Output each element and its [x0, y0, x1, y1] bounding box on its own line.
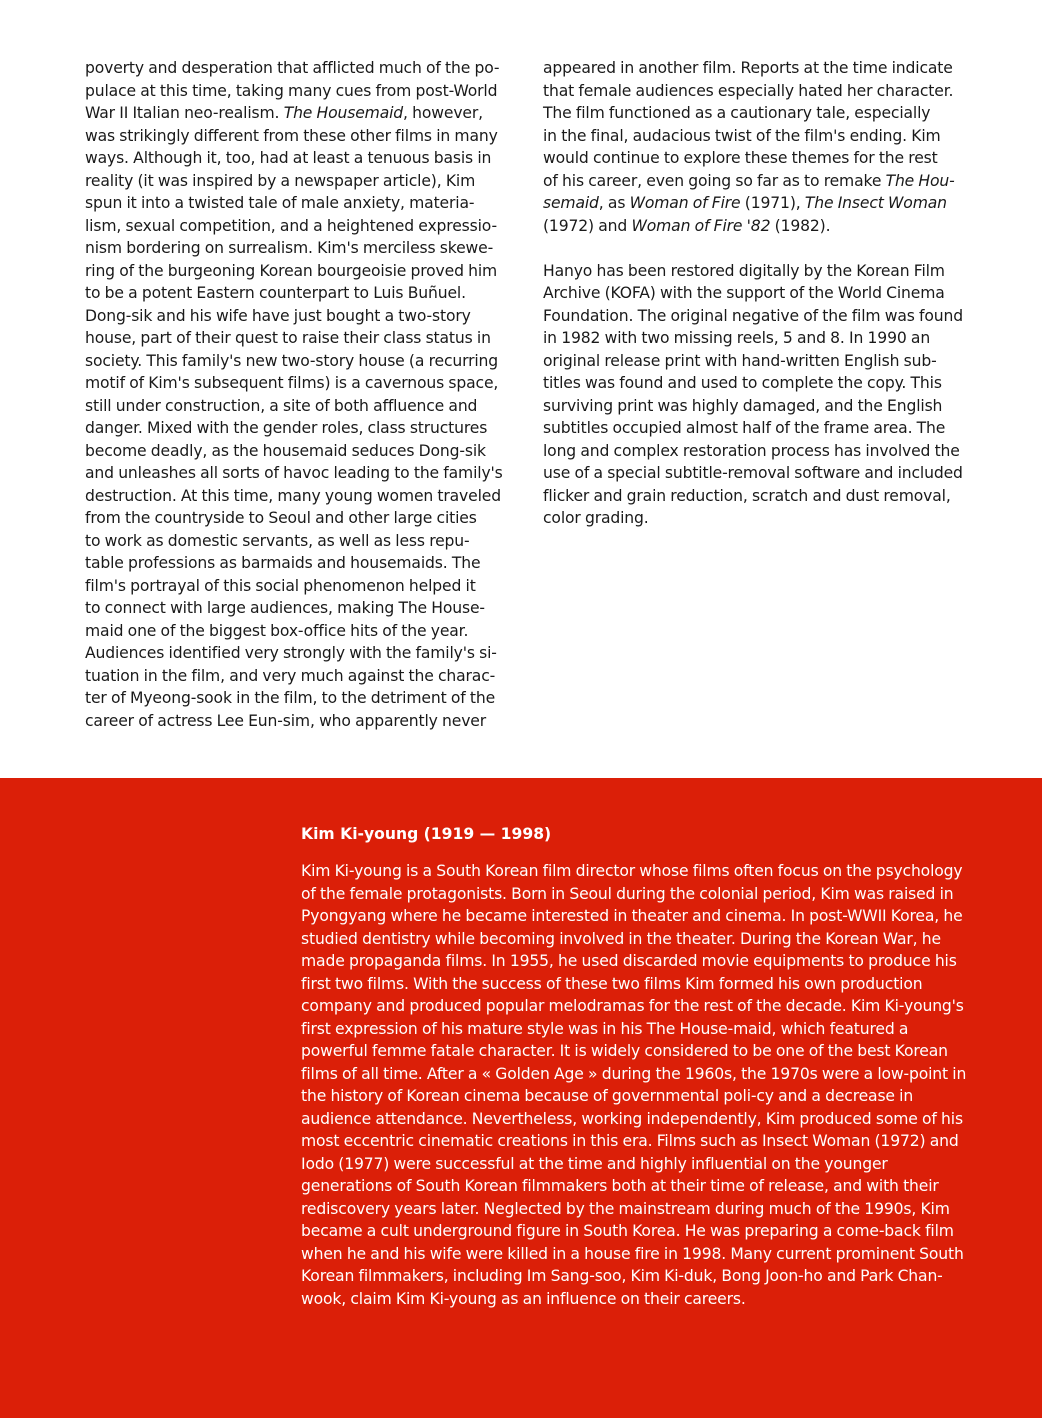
text-line: rediscovery years later. Neglected by the mainstream during much of the 1990s, Kim [301, 1199, 950, 1218]
text-line: made propaganda films. In 1955, he used discarded movie equipments to produce his [301, 952, 957, 970]
text-line: the history of Korean cinema because of governmental poli-cy and a decrease in [301, 1087, 914, 1105]
text-line: when he and his wife were killed in a house fire in 1998. Many current prominent South [301, 1244, 964, 1263]
film-title-italic: Woman of Fire '82 [631, 216, 771, 235]
text-line: nism bordering on surrealism. Kim's merciless skewe- [85, 239, 494, 257]
text-run: of his career, even going so far as to remake [543, 171, 886, 190]
text-line: Iodo (1977) were successful at the time and highly influential on the younger [301, 1154, 888, 1173]
text-line [85, 102, 508, 125]
text-line: spun it into a twisted tale of male anxiety, materia- [85, 194, 475, 212]
text-line: ring of the burgeoning Korean bourgeoisie proved him [85, 261, 498, 280]
paragraph-gap [543, 237, 971, 260]
text-line: in 1982 with two missing reels, 5 and 8. In 1990 an [543, 329, 931, 347]
text-line: lism, sexual competition, and a heightened expressio- [85, 216, 497, 235]
text-line: to work as domestic servants, as well as less repu- [85, 531, 470, 550]
text-line: become deadly, as the housemaid seduces Dong-sik [85, 441, 486, 460]
text-line: maid one of the biggest box-office hits of the year. [85, 621, 469, 640]
text-line: wook, claim Kim Ki-young as an influence on their careers. [301, 1289, 746, 1308]
left-column [85, 57, 508, 732]
text-line: ways. Although it, too, had at least a tenuous basis in [85, 149, 492, 167]
text-line: career of actress Lee Eun-sim, who apparently never [85, 711, 486, 730]
text-run: , however, [403, 104, 483, 122]
text-line: from the countryside to Seoul and other large cities [85, 509, 477, 527]
text-line: first two films. With the success of these two films Kim formed his own production [301, 974, 923, 993]
text-line: motif of Kim's subsequent films) is a cavernous space, [85, 374, 499, 392]
text-line [543, 170, 971, 193]
text-line: pulace at this time, taking many cues from post-World [85, 81, 498, 100]
text-line: Korean filmmakers, including Im Sang-soo, Kim Ki-duk, Bong Joon-ho and Park Chan- [301, 1267, 943, 1285]
text-line: subtitles occupied almost half of the frame area. The [543, 419, 946, 437]
film-title-italic: Woman of Fire [629, 194, 741, 212]
text-run: War II Italian neo-realism. [85, 104, 284, 122]
text-line: to connect with large audiences, making The House- [85, 599, 485, 617]
text-line: of the female protagonists. Born in Seoul during the colonial period, Kim was raised in [301, 884, 954, 903]
film-title-italic: semaid [543, 194, 599, 212]
text-line: company and produced popular melodramas for the rest of the decade. Kim Ki-young's [301, 997, 964, 1015]
bio-body [301, 860, 973, 1310]
text-line: long and complex restoration process has involved the [543, 441, 960, 460]
director-bio-panel [0, 778, 1042, 1418]
text-line: in the final, audacious twist of the film's ending. Kim [543, 126, 941, 145]
text-line: Pyongyang where he became interested in theater and cinema. In post-WWII Korea, he [301, 907, 963, 925]
text-line [543, 215, 971, 238]
text-line: Foundation. The original negative of the film was found [543, 306, 963, 325]
bio-title: Kim Ki-young (1919 — 1998) [301, 825, 552, 843]
text-line: Dong-sik and his wife have just bought a two-story [85, 306, 471, 325]
text-line: house, part of their quest to raise their class status in [85, 329, 491, 347]
text-line: Kim Ki-young is a South Korean film director whose films often focus on the psychology [301, 862, 963, 880]
text-line: generations of South Korean filmmakers both at their time of release, and with their [301, 1177, 939, 1195]
text-line: was strikingly different from these other films in many [85, 126, 498, 145]
text-line: appeared in another film. Reports at the time indicate [543, 59, 953, 77]
text-line: powerful femme fatale character. It is widely considered to be one of the best Korean [301, 1042, 948, 1060]
text-line: first expression of his mature style was in his The House-maid, which featured a [301, 1019, 909, 1038]
text-run: , as [598, 194, 630, 212]
text-line: became a cult underground figure in South Korea. He was preparing a come-back film [301, 1222, 954, 1240]
text-line: would continue to explore these themes for the rest [543, 149, 938, 167]
text-line: audience attendance. Nevertheless, working independently, Kim produced some of his [301, 1109, 963, 1128]
text-line: most eccentric cinematic creations in this era. Films such as Insect Woman (1972) and [301, 1132, 959, 1150]
text-line: destruction. At this time, many young women traveled [85, 486, 501, 505]
text-line: color grading. [543, 509, 649, 527]
text-line: Hanyo has been restored digitally by the Korean Film [543, 261, 945, 280]
film-title-italic: The Hou- [885, 171, 955, 190]
text-line: Archive (KOFA) with the support of the World Cinema [543, 284, 945, 302]
film-title-italic: The Insect Woman [804, 194, 947, 212]
text-run: (1972) and [543, 216, 632, 235]
text-line: tuation in the film, and very much against the charac- [85, 666, 496, 685]
text-line: studied dentistry while becoming involved in the theater. During the Korean War, he [301, 929, 941, 948]
text-line: original release print with hand-written English sub- [543, 351, 937, 370]
text-line: to be a potent Eastern counterpart to Luis Buñuel. [85, 284, 466, 302]
text-line: ter of Myeong-sook in the film, to the detriment of the [85, 689, 496, 707]
text-run: (1971), [740, 194, 805, 212]
text-line: still under construction, a site of both affluence and [85, 396, 478, 415]
text-line: film's portrayal of this social phenomenon helped it [85, 576, 476, 595]
text-line [543, 192, 971, 215]
text-line: The film functioned as a cautionary tale, especially [543, 104, 931, 122]
text-line: and unleashes all sorts of havoc leading to the family's [85, 464, 503, 482]
film-title-italic: The Housemaid [283, 104, 404, 122]
text-line: surviving print was highly damaged, and the English [543, 396, 943, 415]
text-line: poverty and desperation that afflicted much of the po- [85, 59, 500, 77]
text-line: films of all time. After a « Golden Age » during the 1960s, the 1970s were a low-point in [301, 1064, 967, 1083]
right-column [543, 57, 971, 530]
text-line: danger. Mixed with the gender roles, class structures [85, 419, 488, 437]
text-line: Audiences identified very strongly with the family's si- [85, 644, 497, 662]
text-line: reality (it was inspired by a newspaper article), Kim [85, 171, 476, 190]
text-line: flicker and grain reduction, scratch and dust removal, [543, 486, 951, 505]
text-line: use of a special subtitle-removal software and included [543, 464, 963, 482]
text-line: titles was found and used to complete the copy. This [543, 374, 942, 392]
text-line: that female audiences especially hated her character. [543, 81, 954, 100]
text-line: table professions as barmaids and housemaids. The [85, 554, 481, 572]
text-run: (1982). [770, 216, 831, 235]
text-line: society. This family's new two-story house (a recurring [85, 351, 499, 370]
